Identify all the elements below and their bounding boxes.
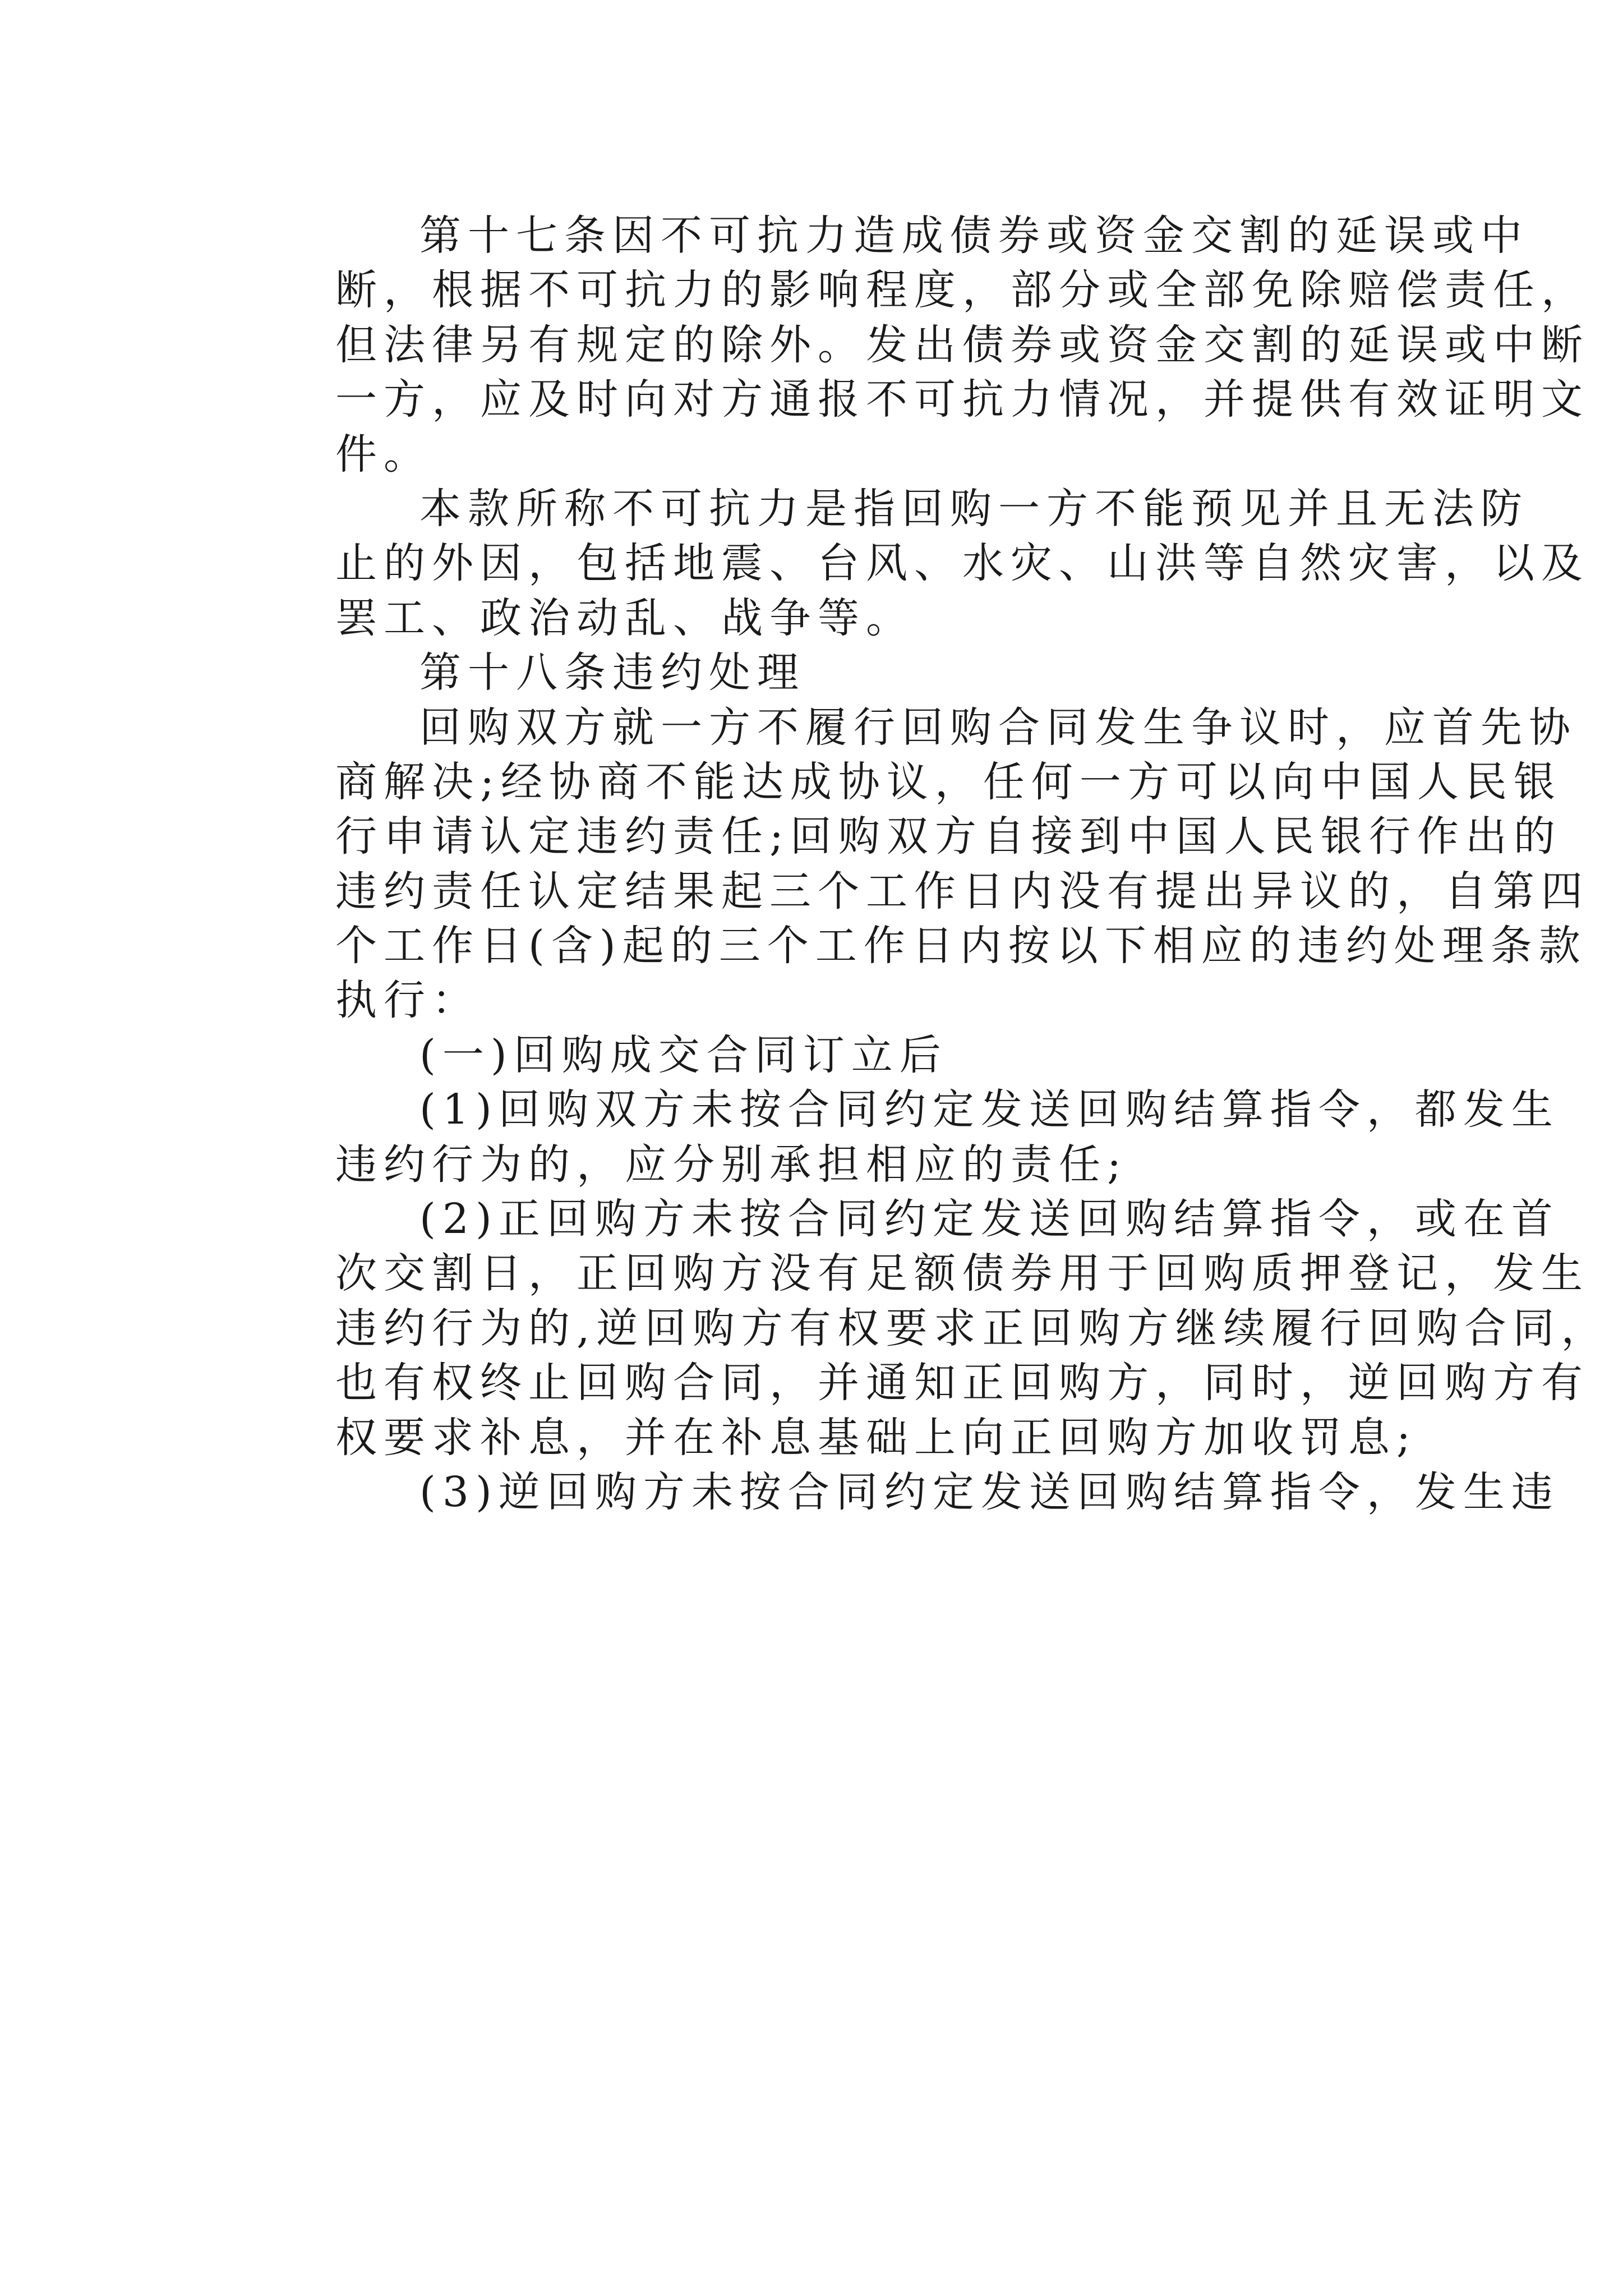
- text-line: 件。: [335, 430, 432, 478]
- article-17-paragraph-1: [251, 209, 1589, 482]
- text-line: (3)逆回购方未按合同约定发送回购结算指令，发生违: [419, 1467, 1560, 1516]
- text-line: 止的外因，包括地震、台风、水灾、山洪等自然灾害，以及: [335, 539, 1589, 588]
- article-18-item-1-1: [251, 1083, 1560, 1192]
- text-line: 本款所称不可抗力是指回购一方不能预见并且无法防: [419, 484, 1529, 533]
- text-line: 但法律另有规定的除外。发出债券或资金交割的延误或中断: [335, 320, 1589, 369]
- text-line: 第十七条因不可抗力造成债券或资金交割的延误或中: [419, 211, 1529, 260]
- article-18-heading: [251, 646, 1384, 700]
- text-line: 也有权终止回购合同，并通知正回购方，同时，逆回购方有: [335, 1359, 1589, 1407]
- text-line: 权要求补息，并在补息基础上向正回购方加收罚息;: [335, 1413, 1417, 1462]
- text-line: 一方，应及时向对方通报不可抗力情况，并提供有效证明文: [335, 375, 1589, 424]
- text-line: 断，根据不可抗力的影响程度，部分或全部免除赔偿责任，: [335, 266, 1589, 315]
- text-line: (2)正回购方未按合同约定发送回购结算指令，或在首: [419, 1195, 1560, 1244]
- text-line: 违约责任认定结果起三个工作日内没有提出异议的，自第四: [335, 867, 1589, 915]
- text-line: 商解决;经协商不能达成协议，任何一方可以向中国人民银: [335, 757, 1562, 806]
- text-line: 个工作日(含)起的三个工作日内按以下相应的违约处理条款: [335, 922, 1587, 970]
- text-line: 违约行为的,逆回购方有权要求正回购方继续履行回购合同，: [335, 1304, 1610, 1352]
- text-line: 第十八条违约处理: [419, 648, 805, 697]
- text-line: (1)回购双方未按合同约定发送回购结算指令，都发生: [419, 1085, 1560, 1134]
- article-18-item-1: [251, 1028, 1384, 1083]
- text-line: 次交割日，正回购方没有足额债券用于回购质押登记，发生: [335, 1249, 1589, 1298]
- article-18-item-1-3: [251, 1465, 1560, 1520]
- text-line: (一)回购成交合同订立后: [419, 1030, 948, 1079]
- text-line: 执行：: [335, 976, 480, 1025]
- document-body: [251, 209, 1610, 1520]
- text-line: 违约行为的，应分别承担相应的责任;: [335, 1140, 1128, 1189]
- article-18-paragraph-1: [251, 701, 1589, 1028]
- article-18-item-1-2: [251, 1192, 1610, 1465]
- text-line: 回购双方就一方不履行回购合同发生争议时，应首先协: [419, 703, 1577, 752]
- text-line: 行申请认定违约责任;回购双方自接到中国人民银行作出的: [335, 812, 1562, 861]
- article-17-paragraph-2: [251, 482, 1589, 646]
- text-line: 罢工、政治动乱、战争等。: [335, 593, 914, 642]
